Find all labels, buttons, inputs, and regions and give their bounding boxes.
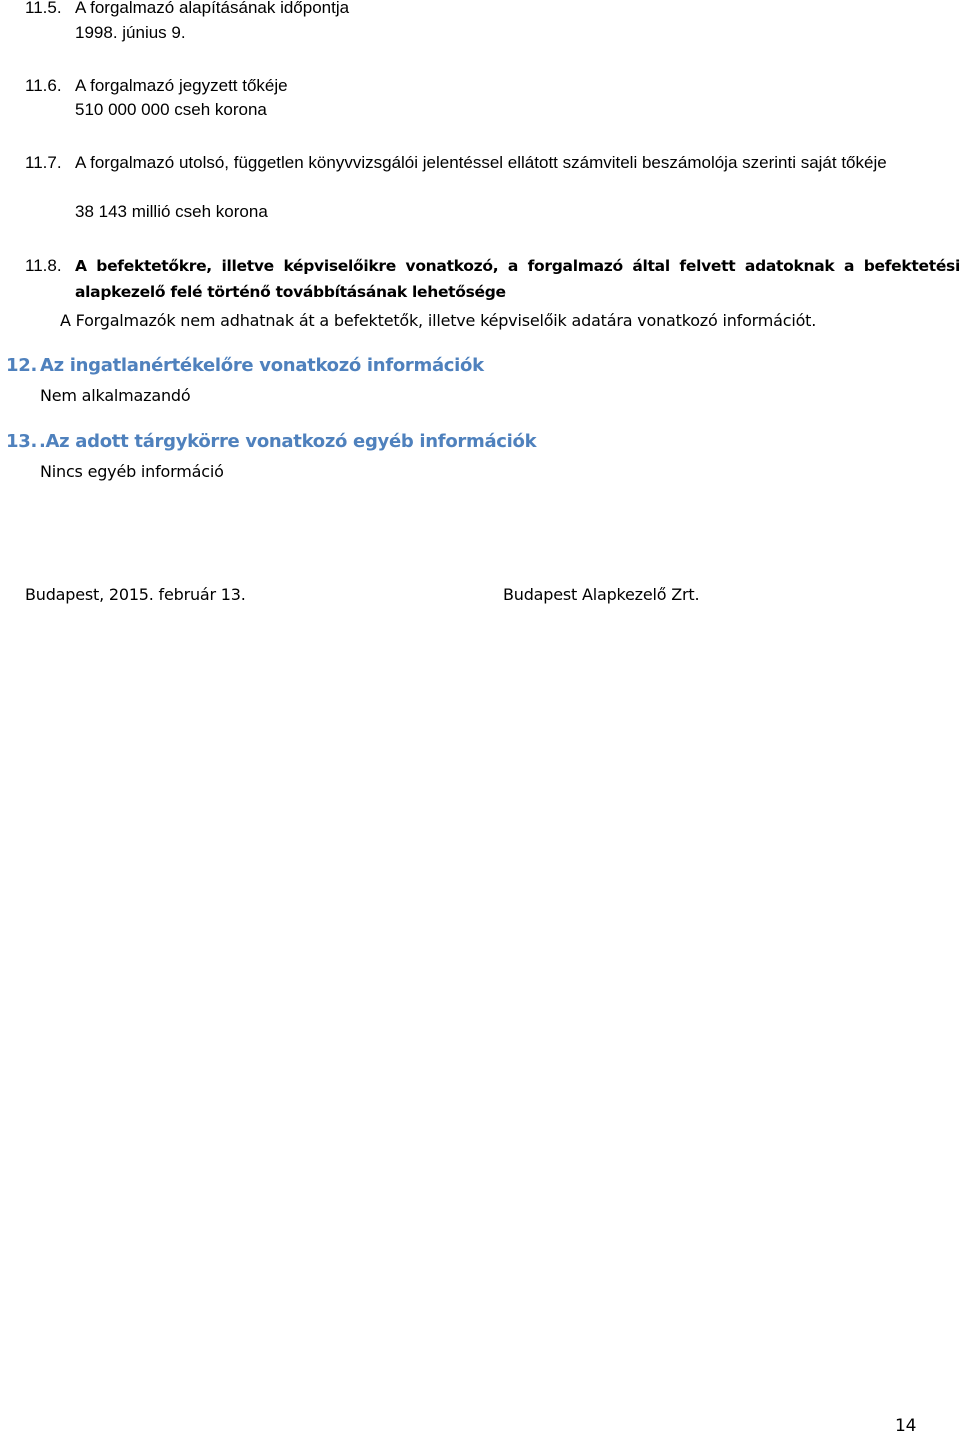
section-number: 13. [6, 431, 37, 452]
section-number: 11.8. [25, 256, 62, 275]
section-number: 11.7. [25, 153, 62, 172]
section-11-7-heading [25, 150, 960, 175]
section-title: .Az adott tárgykörre vonatkozó egyéb információk [39, 431, 537, 452]
section-number: 11.6. [25, 76, 62, 95]
section-title: A befektetőkre, illetve képviselőikre vonatkozó, a forgalmazó által felvett adatoknak a befektetési alapkezelő felé történő továbbításának lehetősége [75, 257, 960, 301]
section-12-value: Nem alkalmazandó [40, 386, 191, 405]
section-11-6-value: 510 000 000 cseh korona [75, 100, 267, 119]
section-13-heading [6, 431, 536, 452]
section-title: A forgalmazó alapításának időpontja [75, 0, 350, 17]
section-11-5-value: 1998. június 9. [75, 23, 186, 42]
page-number: 14 [895, 1416, 917, 1436]
signatory: Budapest Alapkezelő Zrt. [503, 585, 700, 604]
section-13-value: Nincs egyéb információ [40, 462, 224, 481]
section-title: A forgalmazó utolsó, független könyvvizsgálói jelentéssel ellátott számviteli beszámolója szerinti saját tőkéje [75, 153, 887, 172]
section-number: 12. [6, 355, 37, 376]
section-11-8-value: A Forgalmazók nem adhatnak át a befektetők, illetve képviselőik adatára vonatkozó információt. [60, 311, 817, 330]
section-11-6-heading [25, 76, 288, 96]
place-date: Budapest, 2015. február 13. [25, 585, 246, 604]
section-11-8-heading [25, 253, 960, 305]
section-title: Az ingatlanértékelőre vonatkozó információk [40, 355, 484, 376]
section-11-5-heading [25, 0, 349, 18]
section-title: A forgalmazó jegyzett tőkéje [75, 76, 288, 95]
section-number: 11.5. [25, 0, 62, 17]
section-12-heading [6, 355, 484, 376]
section-11-7-value: 38 143 millió cseh korona [75, 202, 268, 221]
